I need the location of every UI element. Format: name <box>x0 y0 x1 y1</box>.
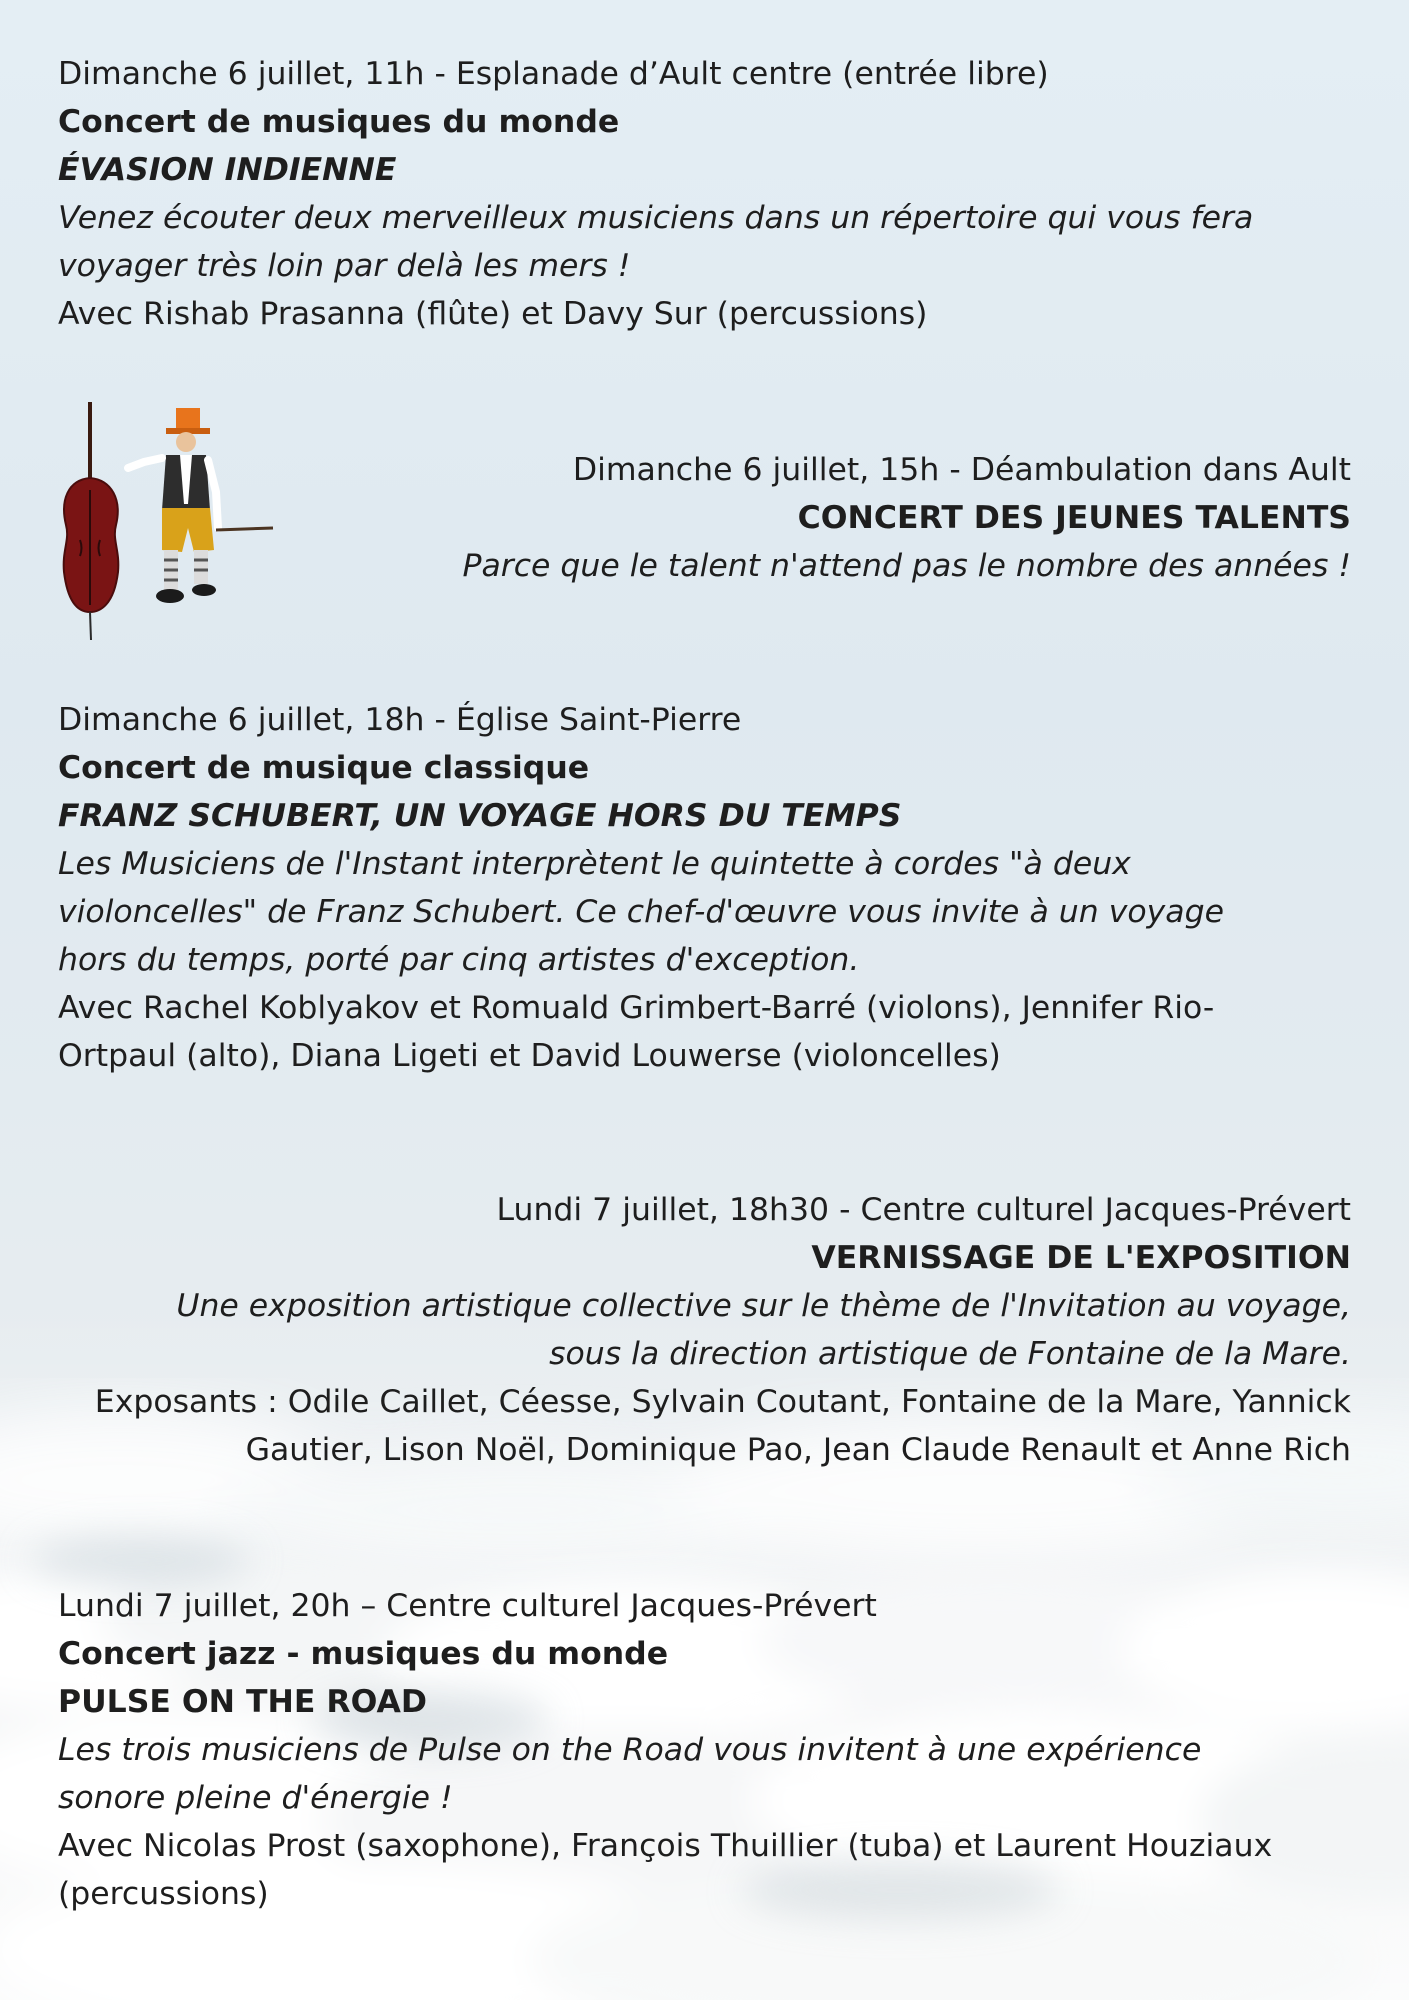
event-description-line: sonore pleine d'énergie ! <box>58 1780 453 1816</box>
event-description-line: Venez écouter deux merveilleux musiciens dans un répertoire qui vous fera <box>58 200 1254 236</box>
event-performers: Avec Rachel Koblyakov et Romuald Grimbert-Barré (violons), Jennifer Rio- <box>58 990 1215 1026</box>
event-vernissage <box>58 1186 1351 1474</box>
event-description-line: voyager très loin par delà les mers ! <box>58 248 631 284</box>
event-performers: Avec Nicolas Prost (saxophone), François Thuillier (tuba) et Laurent Houziaux <box>58 1828 1273 1864</box>
event-date-location: Dimanche 6 juillet, 11h - Esplanade d’Ault centre (entrée libre) <box>58 56 1049 92</box>
event-category: Concert jazz - musiques du monde <box>58 1636 669 1672</box>
event-date-location: Dimanche 6 juillet, 15h - Déambulation dans Ault <box>572 452 1351 488</box>
event-performers: Ortpaul (alto), Diana Ligeti et David Louwerse (violoncelles) <box>58 1038 1001 1074</box>
event-title: CONCERT DES JEUNES TALENTS <box>797 500 1351 536</box>
event-description-line: Les Musiciens de l'Instant interprètent le quintette à cordes "à deux <box>58 846 1131 882</box>
event-title: VERNISSAGE DE L'EXPOSITION <box>811 1240 1351 1276</box>
event-date-location: Lundi 7 juillet, 20h – Centre culturel Jacques-Prévert <box>58 1588 877 1624</box>
event-category: Concert de musiques du monde <box>58 104 620 140</box>
event-description-line: Parce que le talent n'attend pas le nombre des années ! <box>462 548 1351 584</box>
event-title: FRANZ SCHUBERT, UN VOYAGE HORS DU TEMPS <box>58 798 902 834</box>
event-description-line: violoncelles" de Franz Schubert. Ce chef-d'œuvre vous invite à un voyage <box>58 894 1224 930</box>
event-performers: Avec Rishab Prasanna (flûte) et Davy Sur (percussions) <box>58 296 928 332</box>
event-franz-schubert <box>58 696 1351 1080</box>
event-evasion-indienne <box>58 50 1351 338</box>
event-date-location: Lundi 7 juillet, 18h30 - Centre culturel Jacques-Prévert <box>496 1192 1351 1228</box>
event-exhibitors: Exposants : Odile Caillet, Céesse, Sylvain Coutant, Fontaine de la Mare, Yannick <box>94 1384 1351 1420</box>
event-performers: (percussions) <box>58 1876 269 1912</box>
event-description-line: sous la direction artistique de Fontaine de la Mare. <box>549 1336 1351 1372</box>
event-description-line: Les trois musiciens de Pulse on the Road vous invitent à une expérience <box>58 1732 1202 1768</box>
event-jeunes-talents <box>58 446 1351 590</box>
event-title: PULSE ON THE ROAD <box>58 1684 428 1720</box>
event-description-line: hors du temps, porté par cinq artistes d'exception. <box>58 942 860 978</box>
event-description-line: Une exposition artistique collective sur le thème de l'Invitation au voyage, <box>176 1288 1351 1324</box>
event-pulse-on-the-road <box>58 1582 1351 1918</box>
event-exhibitors: Gautier, Lison Noël, Dominique Pao, Jean Claude Renault et Anne Rich <box>245 1432 1351 1468</box>
event-category: Concert de musique classique <box>58 750 590 786</box>
event-title: ÉVASION INDIENNE <box>58 152 397 188</box>
event-date-location: Dimanche 6 juillet, 18h - Église Saint-Pierre <box>58 702 742 738</box>
